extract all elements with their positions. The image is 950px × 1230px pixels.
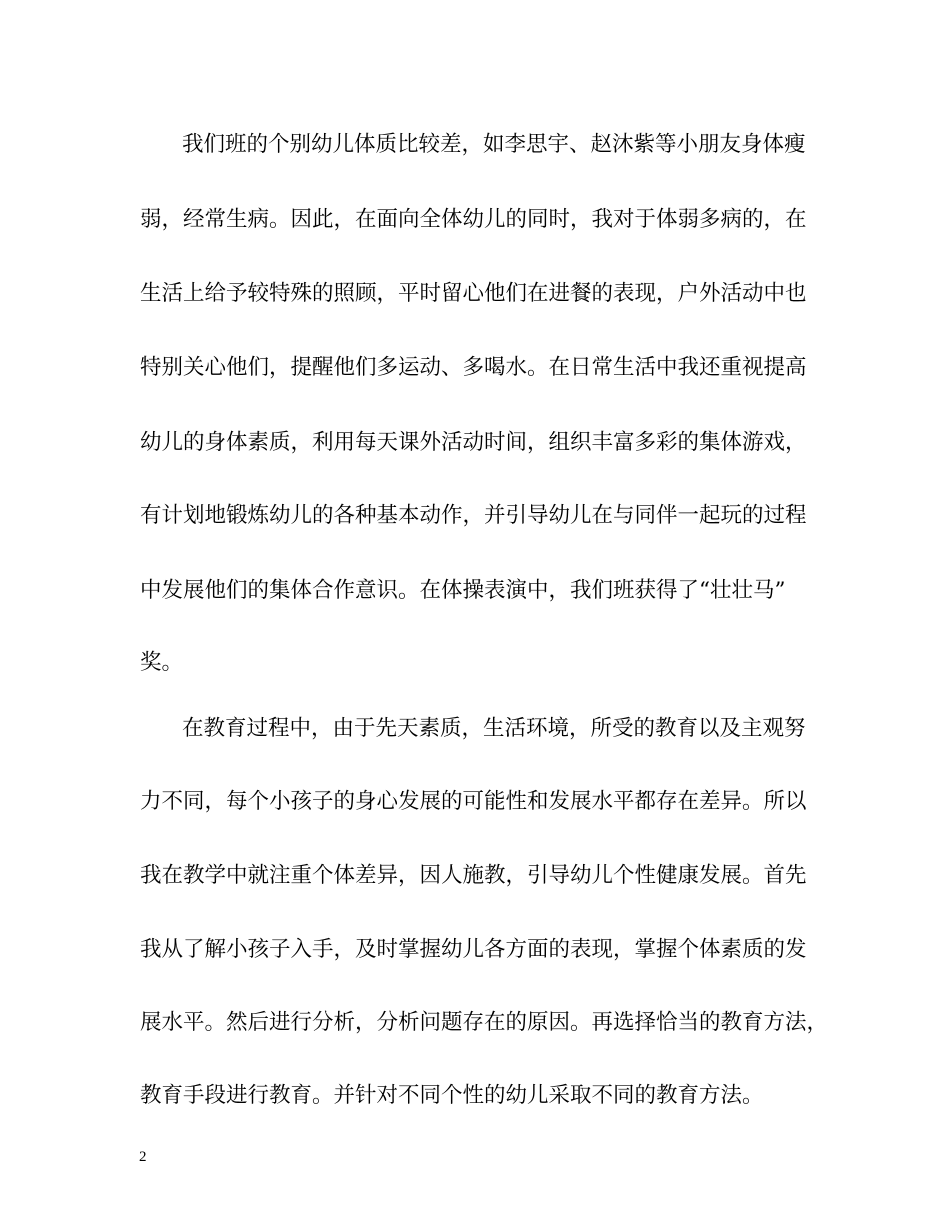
paragraph-2-line-2: 力不同，每个小孩子的身心发展的可能性和发展水平都存在差异。所以 bbox=[140, 789, 807, 814]
paragraph-2-line-1: 在教育过程中，由于先天素质，生活环境，所受的教育以及主观努 bbox=[182, 716, 806, 741]
page-number: 2 bbox=[139, 1149, 147, 1165]
paragraph-2-line-4: 我从了解小孩子入手，及时掌握幼儿各方面的表现，掌握个体素质的发 bbox=[140, 937, 807, 962]
paragraph-1-line-7: 中发展他们的集体合作意识。在体操表演中，我们班获得了“壮壮马” bbox=[140, 578, 786, 603]
paragraph-1-line-3: 生活上给予较特殊的照顾，平时留心他们在进餐的表现，户外活动中也 bbox=[140, 281, 807, 306]
paragraph-1-line-5: 幼儿的身体素质，利用每天课外活动时间，组织丰富多彩的集体游戏， bbox=[140, 430, 807, 455]
paragraph-2-line-6: 教育手段进行教育。并针对不同个性的幼儿采取不同的教育方法。 bbox=[140, 1083, 764, 1108]
paragraph-1-line-6: 有计划地锻炼幼儿的各种基本动作，并引导幼儿在与同伴一起玩的过程 bbox=[140, 503, 807, 528]
paragraph-1-line-4: 特别关心他们，提醒他们多运动、多喝水。在日常生活中我还重视提高 bbox=[140, 355, 807, 380]
paragraph-1-line-2: 弱，经常生病。因此，在面向全体幼儿的同时，我对于体弱多病的，在 bbox=[140, 207, 807, 232]
paragraph-1-line-1: 我们班的个别幼儿体质比较差，如李思宇、赵沐紫等小朋友身体瘦 bbox=[182, 132, 806, 157]
paragraph-1-line-8: 奖。 bbox=[140, 650, 184, 675]
paragraph-2-line-3: 我在教学中就注重个体差异，因人施教，引导幼儿个性健康发展。首先 bbox=[140, 863, 807, 888]
paragraph-2-line-5: 展水平。然后进行分析，分析问题存在的原因。再选择恰当的教育方法， bbox=[140, 1010, 829, 1035]
